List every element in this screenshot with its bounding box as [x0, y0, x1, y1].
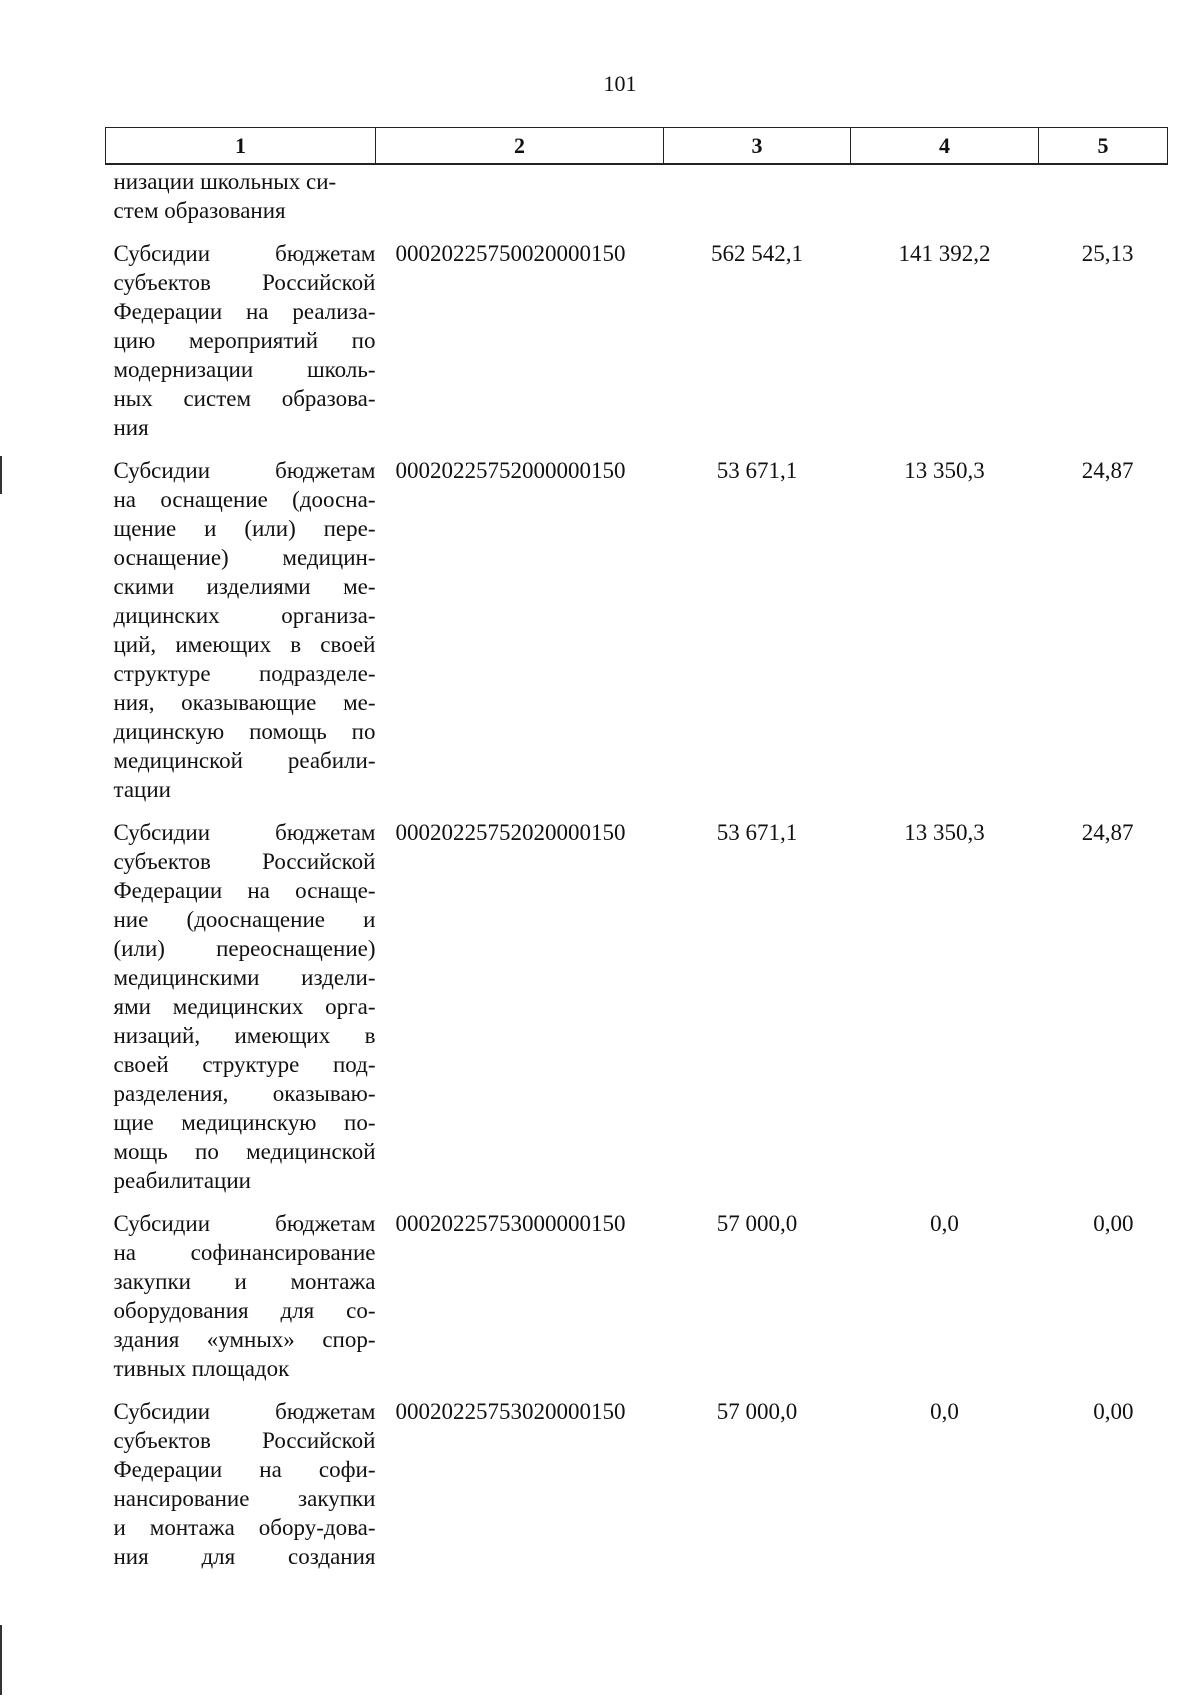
description-line: оборудования для со- — [113, 1298, 376, 1323]
description-line: мощь по медицинской — [113, 1139, 376, 1164]
row-code: 00020225752000000150 — [395, 458, 626, 483]
description-line: ния, оказывающие ме- — [113, 690, 376, 715]
description-line: Субсидии бюджетам — [113, 1399, 376, 1424]
description-line: Субсидии бюджетам — [113, 1211, 376, 1236]
row-value-col5: 0,00 — [1093, 1399, 1134, 1424]
row-value-col4: 13 350,3 — [904, 458, 985, 483]
description-line: стем образования — [113, 198, 286, 223]
row-value-col3: 53 671,1 — [716, 458, 798, 483]
description-line: скими изделиями ме- — [113, 574, 376, 599]
description-line: ций, имеющих в своей — [113, 632, 376, 657]
column-header-1: 1 — [106, 128, 376, 165]
scan-edge-mark — [0, 1625, 2, 1695]
row-value-col4: 13 350,3 — [904, 820, 985, 845]
row-value-col3 — [664, 167, 851, 225]
description-line: цию мероприятий по — [113, 328, 376, 353]
table-header-row — [106, 128, 1168, 165]
description-line: дицинскую помощь по — [113, 719, 376, 744]
description-line: медицинской реабили- — [113, 748, 376, 773]
description-line: Субсидии бюджетам — [113, 241, 376, 266]
description-line: низаций, имеющих в — [113, 1023, 376, 1048]
description-line: и монтажа обору-дова- — [113, 1515, 376, 1540]
column-header-5: 5 — [1039, 128, 1168, 165]
table-row — [106, 167, 1168, 225]
row-code: 00020225752020000150 — [395, 820, 626, 845]
column-header-2: 2 — [376, 128, 664, 165]
row-description — [106, 167, 376, 225]
row-value-col5: 24,87 — [1081, 820, 1134, 845]
table-row — [106, 1209, 1168, 1383]
description-line: разделения, оказываю- — [113, 1081, 376, 1106]
description-line: субъектов Российской — [113, 849, 376, 874]
description-line: ние (дооснащение и — [113, 907, 376, 932]
table-row — [106, 239, 1168, 442]
table-row — [106, 456, 1168, 804]
description-line: ями медицинских орга- — [113, 994, 376, 1019]
description-line: на софинансирование — [113, 1240, 376, 1265]
row-spacer — [106, 1383, 1168, 1397]
row-value-col5: 0,00 — [1093, 1211, 1134, 1236]
budget-table — [105, 127, 1168, 1571]
row-code: 00020225753000000150 — [395, 1211, 626, 1236]
description-line: субъектов Российской — [113, 1428, 376, 1453]
row-spacer — [106, 442, 1168, 456]
description-line: здания «умных» спор- — [113, 1327, 376, 1352]
row-description — [106, 1209, 376, 1383]
description-line: структуре подразделе- — [113, 661, 376, 686]
row-value-col4: 0,0 — [930, 1211, 959, 1236]
description-line: тации — [113, 777, 171, 802]
description-line: Федерации на софи- — [113, 1457, 376, 1482]
description-line: тивных площадок — [113, 1356, 290, 1381]
row-value-col5: 25,13 — [1081, 241, 1134, 266]
description-line: Федерации на оснаще- — [113, 878, 376, 903]
row-code: 00020225750020000150 — [395, 241, 626, 266]
row-spacer — [106, 804, 1168, 818]
description-line: реабилитации — [113, 1168, 251, 1193]
row-spacer — [106, 1195, 1168, 1209]
row-description — [106, 456, 376, 804]
table-row — [106, 818, 1168, 1195]
description-line: ния — [113, 415, 149, 440]
description-line: щение и (или) пере- — [113, 516, 376, 541]
row-spacer-cell — [106, 225, 1168, 239]
row-value-col5 — [1039, 167, 1168, 225]
description-line: Субсидии бюджетам — [113, 820, 376, 845]
row-code: 00020225753020000150 — [395, 1399, 626, 1424]
row-value-col3: 57 000,0 — [716, 1399, 798, 1424]
row-spacer-cell — [106, 1383, 1168, 1397]
row-spacer-cell — [106, 442, 1168, 456]
row-spacer-cell — [106, 804, 1168, 818]
row-description — [106, 818, 376, 1195]
row-spacer — [106, 225, 1168, 239]
row-value-col4: 0,0 — [930, 1399, 959, 1424]
table-body — [106, 164, 1168, 1571]
scan-edge-mark — [0, 456, 2, 494]
description-line: дицинских организа- — [113, 603, 376, 628]
column-header-4: 4 — [851, 128, 1039, 165]
description-line: на оснащение (доосна- — [113, 487, 376, 512]
row-code — [376, 167, 664, 225]
description-line: низации школьных си- — [113, 169, 337, 194]
description-line: нансирование закупки — [113, 1486, 376, 1511]
description-line: ния для создания — [113, 1544, 376, 1569]
row-spacer-cell — [106, 1195, 1168, 1209]
description-line: (или) переоснащение) — [113, 936, 376, 961]
column-header-3: 3 — [664, 128, 851, 165]
description-line: медицинскими издели- — [113, 965, 376, 990]
description-line: щие медицинскую по- — [113, 1110, 376, 1135]
row-value-col4 — [851, 167, 1039, 225]
table-row — [106, 1397, 1168, 1571]
description-line: закупки и монтажа — [113, 1269, 376, 1294]
row-value-col5: 24,87 — [1081, 458, 1134, 483]
description-line: своей структуре под- — [113, 1052, 376, 1077]
row-value-col3: 57 000,0 — [716, 1211, 798, 1236]
row-value-col3: 562 542,1 — [711, 241, 803, 266]
row-description — [106, 1397, 376, 1571]
description-line: Федерации на реализа- — [113, 299, 376, 324]
description-line: модернизации школь- — [113, 357, 376, 382]
row-value-col4: 141 392,2 — [898, 241, 991, 266]
description-line: ных систем образова- — [113, 386, 376, 411]
row-value-col3: 53 671,1 — [716, 820, 798, 845]
description-line: субъектов Российской — [113, 270, 376, 295]
description-line: Субсидии бюджетам — [113, 458, 376, 483]
row-description — [106, 239, 376, 442]
description-line: оснащение) медицин- — [113, 545, 376, 570]
page-number: 101 — [603, 71, 637, 96]
